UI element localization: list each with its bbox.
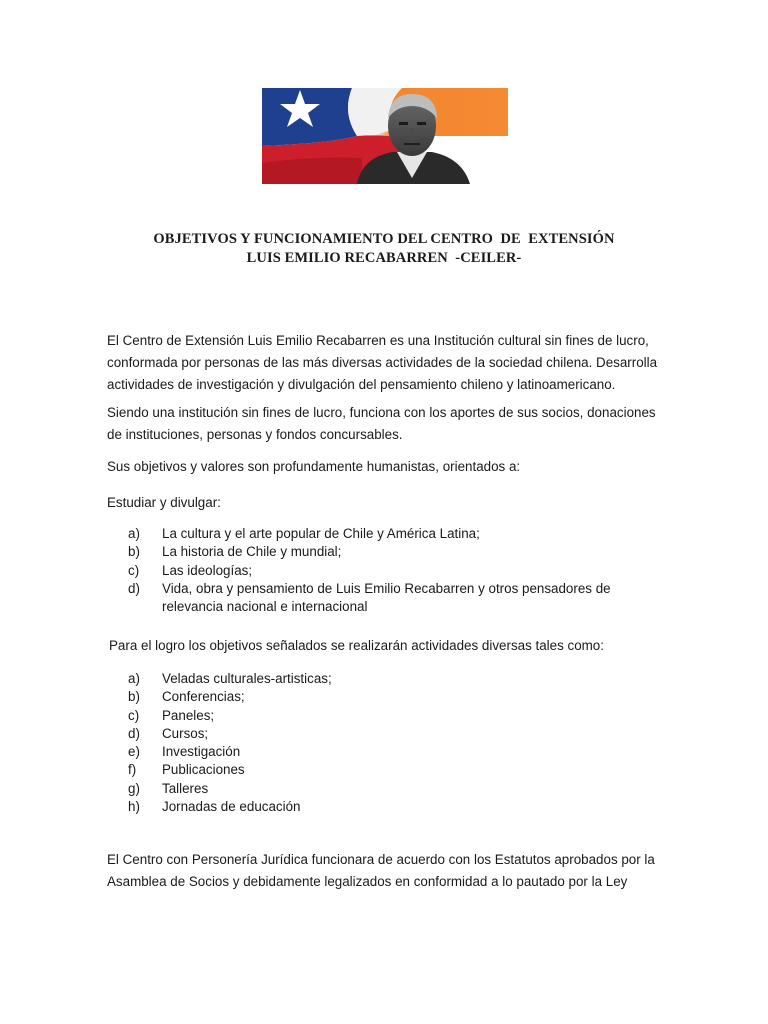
document-title	[0, 230, 768, 268]
list-item	[128, 688, 668, 706]
list-marker: c)	[128, 707, 140, 723]
list-item	[128, 780, 668, 798]
list-marker: f)	[128, 762, 137, 778]
flag-portrait-illustration	[262, 88, 508, 184]
list-item-text: Jornadas de educación	[162, 799, 301, 815]
list-item-text: Las ideologías;	[162, 562, 253, 578]
list-marker: d)	[128, 725, 140, 741]
activities-list	[128, 670, 668, 816]
study-topics-list	[128, 525, 668, 616]
paragraph-intro: El Centro de Extensión Luis Emilio Recabarren es una Institución cultural sin fines de lucro, conformada por personas de las más diversas actividades de la sociedad chilena. Desarrolla actividades de investigación y divulgación del pensamiento chileno y latinoamericano.	[107, 333, 658, 392]
list-item-text: Veladas culturales-artisticas;	[162, 671, 332, 686]
list-item-text: Cursos;	[162, 725, 209, 741]
list-item-text: La cultura y el arte popular de Chile y América Latina;	[162, 526, 480, 541]
title-line-2: LUIS EMILIO RECABARREN -CEILER-	[246, 250, 522, 266]
list-item	[128, 543, 668, 561]
list-marker: d)	[128, 580, 140, 596]
list-marker: a)	[128, 526, 140, 541]
list-item	[128, 580, 668, 617]
list-item	[128, 670, 668, 688]
list-item-text: Investigación	[162, 744, 241, 760]
list-item-text: Publicaciones	[162, 762, 245, 778]
header-banner-image	[262, 88, 508, 184]
list-item-text: Vida, obra y pensamiento de Luis Emilio Recabarren y otros pensadores de relevancia nacional e internacional	[162, 580, 611, 615]
list-marker: c)	[128, 562, 140, 578]
paragraph-legal: El Centro con Personería Jurídica funcionara de acuerdo con los Estatutos aprobados por la Asamblea de Socios y debidamente legalizados en conformidad a lo pautado por la Ley	[107, 852, 655, 889]
list-item	[128, 761, 668, 779]
list-marker: g)	[128, 780, 140, 796]
paragraph-funding: Siendo una institución sin fines de lucro, funciona con los aportes de sus socios, donaciones de instituciones, personas y fondos concursables.	[107, 405, 656, 442]
list-item	[128, 707, 668, 725]
list-marker: a)	[128, 671, 140, 686]
list-item	[128, 743, 668, 761]
paragraph-objectives: Sus objetivos y valores son profundamente humanistas, orientados a:	[107, 459, 521, 474]
list-marker: h)	[128, 799, 140, 815]
list-item	[128, 525, 668, 543]
list-marker: b)	[128, 689, 140, 705]
title-line-1: OBJETIVOS Y FUNCIONAMIENTO DEL CENTRO DE EXTENSIÓN	[153, 231, 615, 247]
list-item-text: Conferencias;	[162, 689, 245, 705]
list-marker: b)	[128, 544, 140, 560]
list-marker: e)	[128, 744, 140, 760]
list-item-text: La historia de Chile y mundial;	[162, 544, 342, 560]
list-item	[128, 798, 668, 816]
paragraph-activities: Para el logro los objetivos señalados se realizarán actividades diversas tales como:	[109, 638, 604, 653]
list-item-text: Talleres	[162, 780, 209, 796]
paragraph-study-heading: Estudiar y divulgar:	[107, 495, 221, 510]
list-item	[128, 562, 668, 580]
list-item	[128, 725, 668, 743]
list-item-text: Paneles;	[162, 707, 215, 723]
